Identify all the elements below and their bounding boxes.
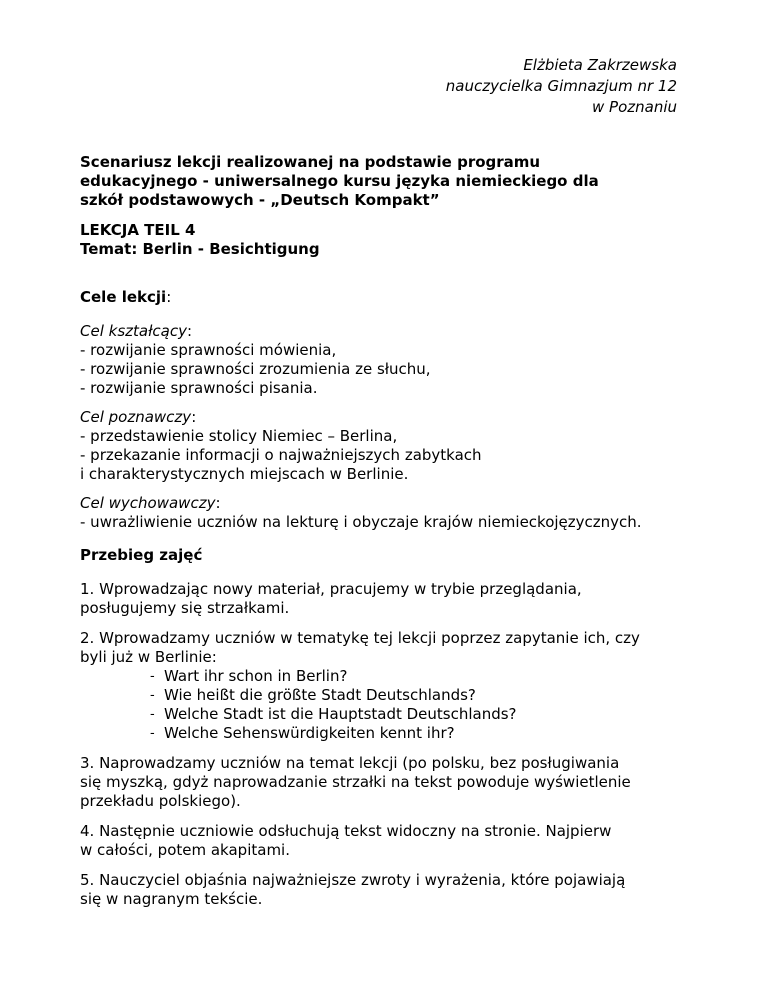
goals-heading-colon: : [166, 288, 172, 306]
lesson-header [80, 221, 700, 259]
goals-heading [80, 288, 700, 307]
question-text: Welche Stadt ist die Hauptstadt Deutschlands? [164, 705, 517, 723]
author-city: w Poznaniu [591, 98, 677, 116]
dash-bullet: - [150, 726, 155, 741]
question-text: Wie heißt die größte Stadt Deutschlands? [164, 686, 476, 704]
step-2 [80, 629, 700, 667]
author-block [446, 55, 677, 118]
author-name: Elżbieta Zakrzewska [523, 56, 677, 74]
lesson-code: LEKCJA TEIL 4 [80, 221, 196, 239]
step-4 [80, 822, 700, 860]
goal-label: Cel kształcący [80, 322, 187, 340]
step-line: 2. Wprowadzamy uczniów w tematykę tej lekcji poprzez zapytanie ich, czy [80, 629, 640, 647]
goal-item: - rozwijanie sprawności mówienia, [80, 341, 337, 359]
author-role: nauczycielka Gimnazjum nr 12 [445, 77, 677, 95]
goal-colon: : [215, 494, 221, 512]
step-line: byli już w Berlinie: [80, 648, 217, 666]
step-3 [80, 754, 700, 811]
goal-colon: : [186, 322, 193, 340]
step-line: posługujemy się strzałkami. [80, 599, 290, 617]
goals-heading-text: Cele lekcji [80, 288, 167, 306]
goal-educational [80, 322, 700, 398]
goal-item: - przedstawienie stolicy Niemiec – Berlina, [80, 427, 398, 445]
step-line: się myszką, gdyż naprowadzanie strzałki na tekst powoduje wyświetlenie [80, 773, 631, 791]
goal-item: i charakterystycznych miejscach w Berlinie. [80, 465, 409, 483]
goal-label: Cel wychowawczy [80, 494, 216, 512]
step-line: 5. Nauczyciel objaśnia najważniejsze zwroty i wyrażenia, które pojawiają [80, 871, 626, 889]
goal-cognitive [80, 408, 700, 484]
list-item [150, 705, 517, 724]
step-line: przekładu polskiego). [80, 792, 241, 810]
step-5 [80, 871, 700, 909]
step-line: 4. Następnie uczniowie odsłuchują tekst widoczny na stronie. Najpierw [80, 822, 612, 840]
step-line: się w nagranym tekście. [80, 890, 263, 908]
dash-bullet: - [150, 669, 155, 684]
list-item [150, 724, 517, 743]
step-1 [80, 580, 700, 618]
goal-colon: : [191, 408, 197, 426]
question-text: Welche Sehenswürdigkeiten kennt ihr? [164, 724, 455, 742]
goal-upbringing [80, 494, 700, 532]
goal-label: Cel poznawczy [80, 408, 192, 426]
question-list [150, 667, 517, 743]
lesson-topic: Temat: Berlin - Besichtigung [80, 240, 320, 258]
title-line: Scenariusz lekcji realizowanej na podstawie programu [80, 153, 541, 171]
dash-bullet: - [150, 688, 155, 703]
step-line: w całości, potem akapitami. [80, 841, 290, 859]
dash-bullet: - [150, 707, 155, 722]
goal-item: - uwrażliwienie uczniów na lekturę i obyczaje krajów niemieckojęzycznych. [80, 513, 642, 531]
goal-item: - rozwijanie sprawności pisania. [80, 379, 318, 397]
list-item [150, 667, 517, 686]
document-title [80, 153, 700, 210]
procedure-heading: Przebieg zajęć [80, 546, 203, 564]
list-item [150, 686, 517, 705]
question-text: Wart ihr schon in Berlin? [164, 667, 348, 685]
title-line: szkół podstawowych - „Deutsch Kompakt” [80, 191, 440, 209]
step-line: 3. Naprowadzamy uczniów na temat lekcji (po polsku, bez posługiwania [80, 754, 620, 772]
goal-item: - przekazanie informacji o najważniejszych zabytkach [80, 446, 482, 464]
step-line: 1. Wprowadzając nowy materiał, pracujemy w trybie przeglądania, [80, 580, 582, 598]
title-line: edukacyjnego - uniwersalnego kursu języka niemieckiego dla [80, 172, 599, 190]
goal-item: - rozwijanie sprawności zrozumienia ze słuchu, [80, 360, 431, 378]
